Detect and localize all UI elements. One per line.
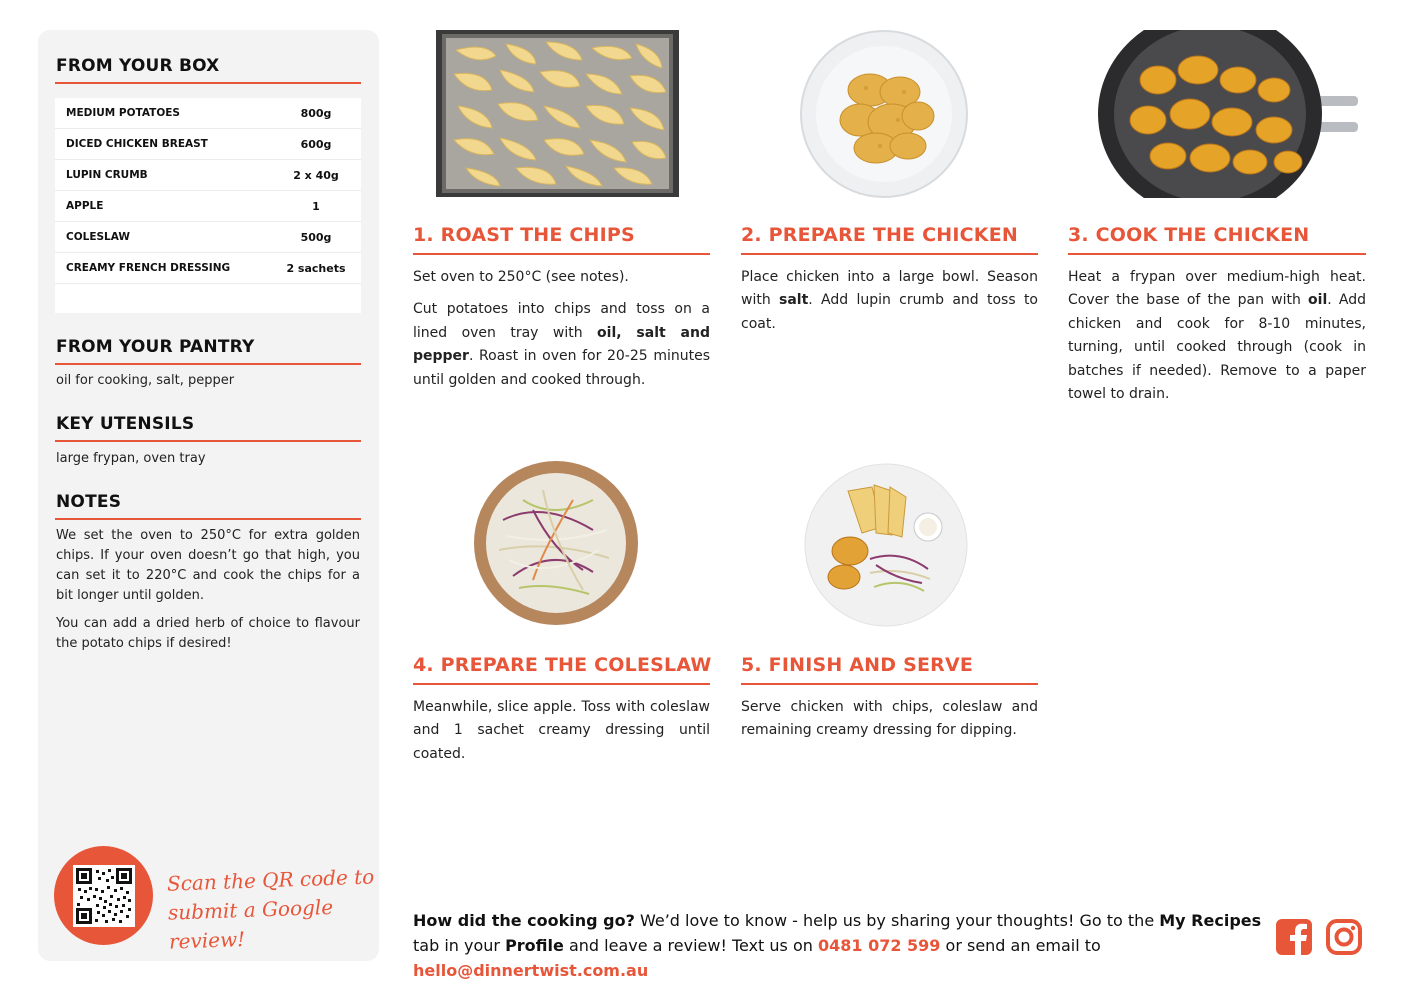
divider bbox=[741, 253, 1038, 255]
sidebar bbox=[38, 30, 379, 961]
step-5-text bbox=[741, 696, 1038, 752]
footer-text: tab in your bbox=[413, 936, 506, 955]
ingredient-qty: 2 sachets bbox=[286, 261, 346, 275]
step-paragraph bbox=[1068, 266, 1366, 406]
step-paragraph bbox=[741, 266, 1038, 336]
step-paragraph: Set oven to 250°C (see notes). bbox=[413, 269, 629, 285]
ingredient-qty: 500g bbox=[300, 230, 332, 244]
step-paragraph bbox=[413, 298, 710, 392]
step-1-title: 1. ROAST THE CHIPS bbox=[413, 224, 635, 246]
pantry-text: oil for cooking, salt, pepper bbox=[56, 373, 235, 388]
email-link[interactable]: hello@dinnertwist.com.au bbox=[413, 961, 649, 980]
step-paragraph: Meanwhile, slice apple. Toss with coleslaw and 1 sachet creamy dressing until coated. bbox=[413, 699, 710, 762]
step-text-span: . Add chicken and cook for 8-10 minutes, turning, until cooked through (cook in batches if needed). Remove to a paper towel to drain. bbox=[1068, 292, 1366, 403]
facebook-icon[interactable] bbox=[1275, 918, 1313, 956]
qr-badge[interactable] bbox=[54, 846, 153, 945]
pantry-title: FROM YOUR PANTRY bbox=[56, 337, 255, 357]
divider bbox=[1068, 253, 1366, 255]
step-1-text bbox=[413, 266, 710, 401]
ingredient-name: MEDIUM POTATOES bbox=[66, 107, 180, 119]
step-text-bold: salt bbox=[779, 292, 809, 309]
table-row bbox=[55, 222, 361, 253]
ingredient-name: DICED CHICKEN BREAST bbox=[66, 138, 208, 150]
qr-caption bbox=[167, 862, 381, 956]
ingredient-qty: 2 x 40g bbox=[293, 168, 339, 182]
divider bbox=[55, 440, 361, 442]
step-3-text bbox=[1068, 266, 1366, 415]
table-row bbox=[55, 253, 361, 284]
ingredient-qty: 800g bbox=[300, 106, 332, 120]
footer-text: We’d love to know - help us by sharing your thoughts! Go to the bbox=[634, 911, 1160, 930]
ingredient-qty: 600g bbox=[300, 137, 332, 151]
footer-bold: My Recipes bbox=[1159, 911, 1262, 930]
step-text-span: Place chicken into a large bowl. Season with bbox=[741, 269, 1038, 309]
step-paragraph: Serve chicken with chips, coleslaw and remaining creamy dressing for dipping. bbox=[741, 699, 1038, 739]
footer-text: and leave a review! Text us on bbox=[563, 936, 818, 955]
instagram-icon[interactable] bbox=[1325, 918, 1363, 956]
step-1-image bbox=[436, 30, 679, 197]
step-4-text bbox=[413, 696, 710, 775]
footer-question: How did the cooking go? bbox=[413, 911, 635, 930]
footer-feedback bbox=[413, 908, 1263, 983]
step-2-title: 2. PREPARE THE CHICKEN bbox=[741, 224, 1019, 246]
step-3-title: 3. COOK THE CHICKEN bbox=[1068, 224, 1310, 246]
notes-paragraph: We set the oven to 250°C for extra golden chips. If your oven doesn’t go that high, you can set it to 220°C and cook the chips for a bit longer until golden. bbox=[56, 528, 360, 603]
notes-paragraph: You can add a dried herb of choice to flavour the potato chips if desired! bbox=[56, 616, 360, 651]
divider bbox=[55, 518, 361, 520]
phone-link[interactable]: 0481 072 599 bbox=[817, 936, 941, 955]
step-text-bold: oil, salt and pepper bbox=[413, 324, 710, 365]
utensils-title: KEY UTENSILS bbox=[56, 414, 195, 434]
ingredient-name: LUPIN CRUMB bbox=[66, 169, 148, 181]
qr-caption-line: submit a Google review! bbox=[167, 894, 334, 954]
step-text-span: . Add lupin crumb and toss to coat. bbox=[741, 292, 1038, 332]
qr-code-icon[interactable] bbox=[73, 865, 135, 927]
table-row bbox=[55, 129, 361, 160]
table-row bbox=[55, 191, 361, 222]
step-2-image bbox=[800, 30, 968, 198]
divider bbox=[55, 82, 361, 84]
table-row bbox=[55, 98, 361, 129]
ingredient-name: COLESLAW bbox=[66, 231, 130, 243]
table-row bbox=[55, 160, 361, 191]
ingredients-table bbox=[55, 98, 361, 313]
qr-caption-line: Scan the QR code to bbox=[166, 864, 375, 896]
step-3-image bbox=[1098, 30, 1358, 198]
step-5-title: 5. FINISH AND SERVE bbox=[741, 654, 974, 676]
ingredient-qty: 1 bbox=[312, 199, 320, 213]
ingredient-name: APPLE bbox=[66, 200, 104, 212]
step-4-image bbox=[473, 460, 639, 626]
divider bbox=[741, 683, 1038, 685]
step-2-text bbox=[741, 266, 1038, 345]
utensils-text: large frypan, oven tray bbox=[56, 451, 206, 466]
divider bbox=[413, 683, 710, 685]
step-text-span: Cut potatoes into chips and toss on a lined oven tray with bbox=[413, 301, 710, 341]
footer-text: or send an email to bbox=[940, 936, 1101, 955]
step-text-span: . Roast in oven for 20-25 minutes until golden and cooked through. bbox=[413, 348, 710, 388]
notes-title: NOTES bbox=[56, 492, 122, 512]
from-your-box-title: FROM YOUR BOX bbox=[56, 56, 220, 76]
footer-bold: Profile bbox=[505, 936, 564, 955]
step-text-bold: oil bbox=[1308, 292, 1328, 309]
notes-text bbox=[56, 526, 360, 662]
ingredient-name: CREAMY FRENCH DRESSING bbox=[66, 262, 231, 274]
step-text-span: Heat a frypan over medium-high heat. Cover the base of the pan with bbox=[1068, 269, 1366, 309]
step-4-title: 4. PREPARE THE COLESLAW bbox=[413, 654, 712, 676]
step-5-image bbox=[804, 463, 968, 627]
divider bbox=[55, 363, 361, 365]
divider bbox=[413, 253, 710, 255]
